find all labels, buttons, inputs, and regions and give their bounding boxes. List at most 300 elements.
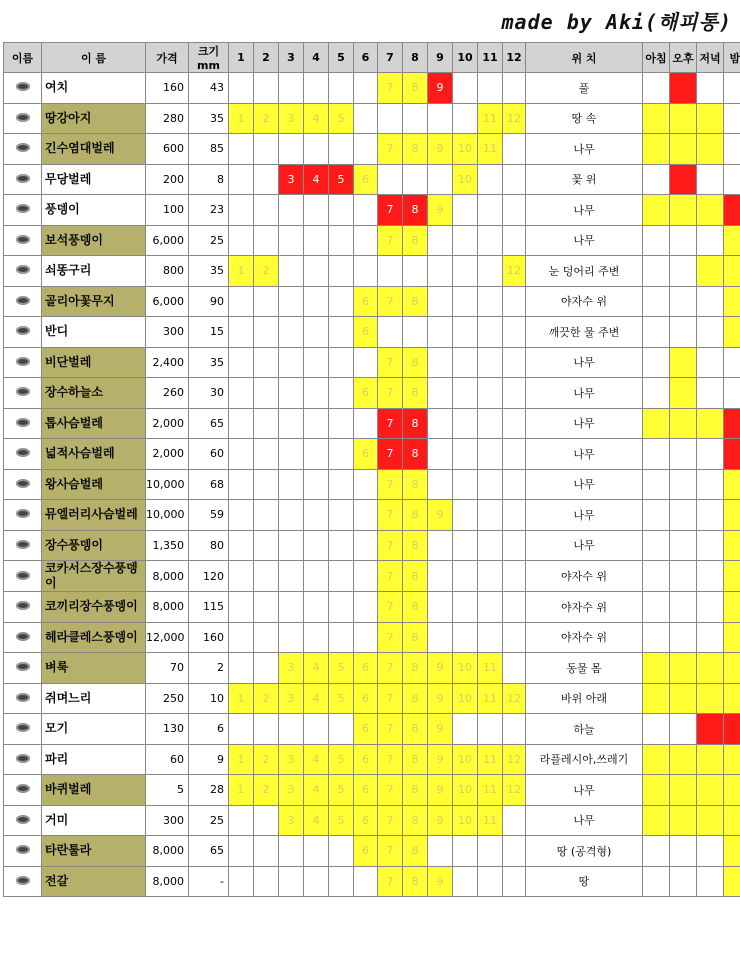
month-cell [453, 622, 478, 653]
month-cell: 9 [428, 73, 453, 104]
insect-size: 25 [189, 805, 229, 836]
month-cell [254, 347, 279, 378]
month-cell: 3 [279, 744, 304, 775]
month-cell [503, 622, 526, 653]
month-cell: 2 [254, 256, 279, 287]
time-cell [724, 347, 740, 378]
month-cell [329, 561, 354, 592]
month-cell [453, 469, 478, 500]
month-cell [478, 378, 503, 409]
month-cell [453, 592, 478, 623]
insect-thumbnail [4, 561, 42, 592]
header-month: 4 [304, 43, 329, 73]
month-cell [453, 347, 478, 378]
month-cell [229, 805, 254, 836]
insect-name: 무당벌레 [42, 164, 146, 195]
insect-price: 600 [146, 134, 189, 165]
month-cell: 8 [403, 592, 428, 623]
month-cell [378, 317, 403, 348]
month-cell [503, 836, 526, 867]
time-cell [697, 225, 724, 256]
month-cell [279, 134, 304, 165]
time-cell [697, 73, 724, 104]
insect-thumbnail [4, 836, 42, 867]
insect-price: 300 [146, 317, 189, 348]
insect-thumbnail [4, 408, 42, 439]
month-cell [229, 317, 254, 348]
month-cell [453, 714, 478, 745]
insect-size: 25 [189, 225, 229, 256]
insect-location: 땅 [526, 866, 643, 897]
time-cell [670, 622, 697, 653]
month-cell: 5 [329, 744, 354, 775]
month-cell [279, 256, 304, 287]
time-cell [724, 103, 740, 134]
time-cell [724, 653, 740, 684]
month-cell [453, 561, 478, 592]
time-cell [670, 256, 697, 287]
insect-name: 거미 [42, 805, 146, 836]
insect-price: 8,000 [146, 836, 189, 867]
time-cell [697, 866, 724, 897]
month-cell [254, 286, 279, 317]
insect-name: 전갈 [42, 866, 146, 897]
time-cell [724, 195, 740, 226]
month-cell [478, 836, 503, 867]
time-cell [697, 317, 724, 348]
month-cell [503, 225, 526, 256]
month-cell [403, 317, 428, 348]
month-cell: 7 [378, 653, 403, 684]
month-cell: 11 [478, 653, 503, 684]
time-cell [643, 775, 670, 806]
time-cell [697, 195, 724, 226]
month-cell [428, 378, 453, 409]
month-cell [478, 622, 503, 653]
month-cell [478, 500, 503, 531]
insect-thumbnail [4, 805, 42, 836]
month-cell: 10 [453, 683, 478, 714]
month-cell: 4 [304, 805, 329, 836]
month-cell [503, 286, 526, 317]
month-cell: 8 [403, 500, 428, 531]
month-cell [229, 500, 254, 531]
insect-size: 23 [189, 195, 229, 226]
time-cell [724, 683, 740, 714]
month-cell [329, 530, 354, 561]
insect-name: 톱사슴벌레 [42, 408, 146, 439]
month-cell [453, 317, 478, 348]
month-cell [329, 592, 354, 623]
month-cell: 8 [403, 347, 428, 378]
insect-location: 나무 [526, 225, 643, 256]
insect-thumbnail [4, 439, 42, 470]
insect-thumbnail [4, 714, 42, 745]
insect-name: 여치 [42, 73, 146, 104]
header-month: 8 [403, 43, 428, 73]
time-cell [670, 744, 697, 775]
table-row [4, 775, 740, 806]
month-cell: 1 [229, 683, 254, 714]
month-cell: 8 [403, 714, 428, 745]
insect-price: 2,400 [146, 347, 189, 378]
table-row [4, 347, 740, 378]
month-cell: 6 [354, 805, 378, 836]
month-cell [304, 592, 329, 623]
month-cell [304, 469, 329, 500]
month-cell [478, 73, 503, 104]
time-cell [670, 561, 697, 592]
month-cell [478, 592, 503, 623]
table-row [4, 744, 740, 775]
month-cell: 7 [378, 73, 403, 104]
cockroach-icon [16, 784, 30, 793]
month-cell [229, 347, 254, 378]
month-cell: 11 [478, 775, 503, 806]
month-cell [304, 714, 329, 745]
month-cell [229, 469, 254, 500]
month-cell: 9 [428, 866, 453, 897]
month-cell: 7 [378, 805, 403, 836]
insect-thumbnail [4, 500, 42, 531]
insect-location: 나무 [526, 469, 643, 500]
time-cell [670, 530, 697, 561]
time-cell [643, 836, 670, 867]
month-cell: 6 [354, 836, 378, 867]
time-cell [643, 683, 670, 714]
month-cell: 8 [403, 530, 428, 561]
insect-size: 35 [189, 103, 229, 134]
month-cell [329, 408, 354, 439]
month-cell [354, 469, 378, 500]
month-cell [354, 866, 378, 897]
insect-price: 5 [146, 775, 189, 806]
insect-name: 넓적사슴벌레 [42, 439, 146, 470]
insect-location: 야자수 위 [526, 622, 643, 653]
month-cell [503, 561, 526, 592]
table-row [4, 317, 740, 348]
mosquito-icon [16, 723, 30, 732]
table-row [4, 805, 740, 836]
time-cell [697, 714, 724, 745]
month-cell [428, 164, 453, 195]
insect-location: 야자수 위 [526, 286, 643, 317]
insect-name: 장수하늘소 [42, 378, 146, 409]
insect-thumbnail [4, 378, 42, 409]
month-cell [254, 195, 279, 226]
time-cell [643, 561, 670, 592]
time-cell [724, 256, 740, 287]
month-cell: 10 [453, 744, 478, 775]
goliath-beetle-icon [16, 296, 30, 305]
month-cell [428, 836, 453, 867]
month-cell: 3 [279, 164, 304, 195]
time-cell [724, 561, 740, 592]
month-cell: 7 [378, 561, 403, 592]
month-cell [428, 286, 453, 317]
time-cell [670, 347, 697, 378]
month-cell: 6 [354, 653, 378, 684]
insect-name: 보석풍뎅이 [42, 225, 146, 256]
flea-icon [16, 662, 30, 671]
month-cell [229, 622, 254, 653]
month-cell: 7 [378, 866, 403, 897]
month-cell [254, 439, 279, 470]
time-cell [724, 622, 740, 653]
table-row [4, 195, 740, 226]
month-cell: 7 [378, 622, 403, 653]
month-cell [229, 836, 254, 867]
insect-price: 2,000 [146, 439, 189, 470]
month-cell: 7 [378, 775, 403, 806]
month-cell [254, 866, 279, 897]
month-cell [254, 317, 279, 348]
month-cell [329, 195, 354, 226]
insect-size: 43 [189, 73, 229, 104]
header-size: 크기mm [189, 43, 229, 73]
time-cell [670, 836, 697, 867]
stag-beetle-icon [16, 418, 30, 427]
insect-size: 28 [189, 775, 229, 806]
month-cell [304, 866, 329, 897]
insect-thumbnail [4, 866, 42, 897]
rhino-beetle-icon [16, 632, 30, 641]
month-cell [478, 866, 503, 897]
insect-price: 1,350 [146, 530, 189, 561]
time-cell [697, 561, 724, 592]
spider-icon [16, 815, 30, 824]
insect-size: 6 [189, 714, 229, 745]
insect-name: 헤라클레스풍뎅이 [42, 622, 146, 653]
time-cell [643, 622, 670, 653]
time-cell [670, 653, 697, 684]
month-cell [229, 866, 254, 897]
month-cell [478, 286, 503, 317]
insect-location: 나무 [526, 805, 643, 836]
month-cell [354, 256, 378, 287]
scarab-icon [16, 204, 30, 213]
month-cell: 9 [428, 805, 453, 836]
grasshopper-icon [16, 82, 30, 91]
month-cell [304, 439, 329, 470]
month-cell [453, 225, 478, 256]
time-cell [724, 805, 740, 836]
table-row [4, 134, 740, 165]
table-row [4, 164, 740, 195]
table-row [4, 439, 740, 470]
month-cell [453, 866, 478, 897]
month-cell: 12 [503, 744, 526, 775]
stick-insect-icon [16, 143, 30, 152]
month-cell [304, 134, 329, 165]
month-cell [354, 103, 378, 134]
insect-price: 10,000 [146, 469, 189, 500]
header-icon: 이름 [4, 43, 42, 73]
time-cell [643, 195, 670, 226]
month-cell [478, 225, 503, 256]
month-cell [229, 195, 254, 226]
month-cell: 9 [428, 653, 453, 684]
month-cell [279, 378, 304, 409]
month-cell [329, 439, 354, 470]
month-cell [254, 164, 279, 195]
insect-thumbnail [4, 225, 42, 256]
insect-size: 8 [189, 164, 229, 195]
insect-size: 10 [189, 683, 229, 714]
month-cell [403, 164, 428, 195]
month-cell [503, 195, 526, 226]
month-cell: 7 [378, 836, 403, 867]
longhorn-beetle-icon [16, 387, 30, 396]
insect-name: 반디 [42, 317, 146, 348]
time-cell [697, 683, 724, 714]
time-cell [670, 225, 697, 256]
insect-location: 풀 [526, 73, 643, 104]
table-row [4, 714, 740, 745]
time-cell [697, 164, 724, 195]
month-cell: 5 [329, 683, 354, 714]
table-row [4, 866, 740, 897]
month-cell [279, 225, 304, 256]
month-cell: 8 [403, 225, 428, 256]
month-cell [428, 225, 453, 256]
month-cell [279, 195, 304, 226]
month-cell: 10 [453, 805, 478, 836]
insect-thumbnail [4, 744, 42, 775]
month-cell: 7 [378, 714, 403, 745]
month-cell [254, 378, 279, 409]
month-cell: 9 [428, 134, 453, 165]
month-cell [329, 286, 354, 317]
month-cell: 6 [354, 714, 378, 745]
month-cell [254, 500, 279, 531]
time-cell [697, 408, 724, 439]
month-cell [329, 256, 354, 287]
stag-beetle-icon [16, 479, 30, 488]
month-cell [254, 805, 279, 836]
month-cell: 7 [378, 592, 403, 623]
month-cell: 5 [329, 805, 354, 836]
month-cell [354, 592, 378, 623]
month-cell: 6 [354, 744, 378, 775]
month-cell: 4 [304, 683, 329, 714]
month-cell: 12 [503, 256, 526, 287]
insect-location: 야자수 위 [526, 561, 643, 592]
mole-cricket-icon [16, 113, 30, 122]
month-cell [254, 836, 279, 867]
month-cell [329, 73, 354, 104]
table-row [4, 256, 740, 287]
time-cell [670, 73, 697, 104]
time-cell [643, 805, 670, 836]
insect-name: 모기 [42, 714, 146, 745]
month-cell: 9 [428, 195, 453, 226]
month-cell [453, 286, 478, 317]
insect-price: 200 [146, 164, 189, 195]
month-cell: 8 [403, 744, 428, 775]
stag-beetle-icon [16, 448, 30, 457]
month-cell [254, 592, 279, 623]
month-cell [403, 256, 428, 287]
time-cell [697, 439, 724, 470]
insect-thumbnail [4, 317, 42, 348]
time-cell [724, 714, 740, 745]
month-cell [329, 225, 354, 256]
month-cell [428, 317, 453, 348]
insect-price: 260 [146, 378, 189, 409]
insect-name: 골리아꽃무지 [42, 286, 146, 317]
insect-name: 비단벌레 [42, 347, 146, 378]
month-cell [354, 622, 378, 653]
month-cell [478, 469, 503, 500]
table-row [4, 683, 740, 714]
time-cell [724, 134, 740, 165]
time-cell [670, 500, 697, 531]
month-cell [428, 256, 453, 287]
insect-size: 160 [189, 622, 229, 653]
time-cell [697, 775, 724, 806]
rhino-beetle-icon [16, 601, 30, 610]
month-cell: 6 [354, 439, 378, 470]
insect-thumbnail [4, 592, 42, 623]
month-cell: 7 [378, 378, 403, 409]
month-cell [329, 714, 354, 745]
month-cell [428, 439, 453, 470]
month-cell: 4 [304, 775, 329, 806]
insect-location: 바위 아래 [526, 683, 643, 714]
insect-price: 130 [146, 714, 189, 745]
month-cell [254, 561, 279, 592]
insect-location: 땅 속 [526, 103, 643, 134]
month-cell [254, 653, 279, 684]
month-cell [229, 530, 254, 561]
header-time: 밤 [724, 43, 740, 73]
time-cell [724, 286, 740, 317]
time-cell [643, 73, 670, 104]
month-cell [354, 134, 378, 165]
month-cell [453, 530, 478, 561]
insect-price: 800 [146, 256, 189, 287]
insect-price: 250 [146, 683, 189, 714]
month-cell [304, 286, 329, 317]
month-cell: 8 [403, 73, 428, 104]
insect-price: 60 [146, 744, 189, 775]
insect-location: 나무 [526, 347, 643, 378]
month-cell: 7 [378, 469, 403, 500]
month-cell [503, 439, 526, 470]
table-row [4, 592, 740, 623]
time-cell [724, 866, 740, 897]
month-cell [329, 347, 354, 378]
time-cell [643, 866, 670, 897]
month-cell [329, 622, 354, 653]
insect-name: 왕사슴벌레 [42, 469, 146, 500]
time-cell [724, 317, 740, 348]
month-cell [478, 408, 503, 439]
header-month: 2 [254, 43, 279, 73]
month-cell [503, 73, 526, 104]
insect-location: 땅 (공격형) [526, 836, 643, 867]
header-name: 이 름 [42, 43, 146, 73]
header-time: 아침 [643, 43, 670, 73]
month-cell [453, 500, 478, 531]
month-cell [478, 195, 503, 226]
insect-price: 100 [146, 195, 189, 226]
month-cell [354, 408, 378, 439]
time-cell [724, 378, 740, 409]
insect-name: 뮤엘러리사슴벌레 [42, 500, 146, 531]
time-cell [643, 592, 670, 623]
